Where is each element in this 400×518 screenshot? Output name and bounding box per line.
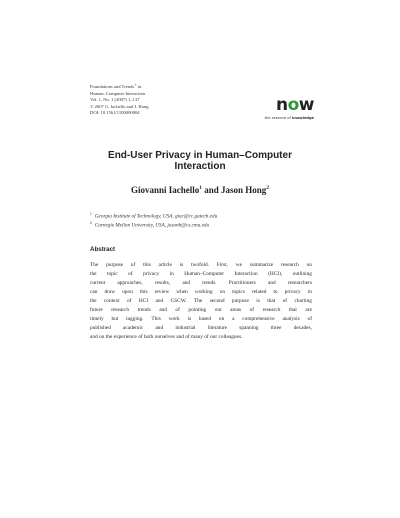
abstract-word: topic xyxy=(107,271,118,278)
abstract-word: in xyxy=(307,289,312,296)
abstract-line xyxy=(90,324,312,333)
journal-subject-line: Human–Computer Interaction xyxy=(90,90,146,96)
journal-metadata xyxy=(90,82,240,117)
abstract-word: literature xyxy=(207,325,228,332)
abstract-word: we xyxy=(235,262,242,268)
abstract-word: of xyxy=(128,271,133,278)
abstract-word: are xyxy=(305,307,312,314)
abstract-line xyxy=(90,315,312,324)
abstract-word: of xyxy=(175,307,180,314)
abstract-body xyxy=(90,261,312,342)
abstract-word: timely xyxy=(90,316,104,323)
affiliation: $^2$ Carnegie Mellon University, USA, jasonh@cs.cmu.edu xyxy=(90,221,210,229)
abstract-word: HCI xyxy=(138,298,149,305)
abstract-word: The xyxy=(193,298,203,305)
abstract-word: this xyxy=(139,289,148,296)
abstract-word: review xyxy=(154,289,170,296)
abstract-word: decades, xyxy=(293,325,312,332)
abstract-word: lagging. xyxy=(126,316,144,323)
abstract-word: on xyxy=(218,316,225,323)
title-line-1: End-User Privacy in Human–Computer xyxy=(108,150,292,161)
abstract-word: research xyxy=(111,307,130,314)
abstract-word: but xyxy=(111,316,119,323)
abstract-word: working xyxy=(194,289,213,296)
abstract-word: spanning xyxy=(239,325,259,332)
abstract-word: purpose xyxy=(231,298,249,305)
abstract-word: is xyxy=(187,316,192,323)
abstract-word: on xyxy=(219,289,226,296)
abstract-word: topics xyxy=(232,289,245,296)
abstract-word: three xyxy=(270,325,282,332)
journal-name-line: Foundations and Trends® in xyxy=(90,83,142,89)
abstract-word: that xyxy=(267,298,276,305)
abstract-word: summarize xyxy=(249,262,274,268)
abstract-word: upon xyxy=(122,289,133,296)
abstract-word: current xyxy=(90,280,106,287)
abstract-word: the xyxy=(90,271,97,278)
affiliation: $^1$ Georgia Institute of Technology, USA, giac@cc.gatech.edu xyxy=(90,212,218,220)
abstract-word: results, xyxy=(154,280,171,287)
abstract-word: and xyxy=(182,280,191,287)
logo-wordmark: now xyxy=(275,95,314,115)
abstract-word: this xyxy=(143,262,151,268)
author-list: Giovanni Iachello$^1$ and Jason Hong$^2$ xyxy=(130,185,270,195)
abstract-word: researchers xyxy=(287,280,312,287)
abstract-line xyxy=(90,297,312,306)
abstract-word: article xyxy=(158,262,172,268)
abstract-word: research xyxy=(280,262,299,268)
abstract-word: pointing xyxy=(188,307,207,314)
abstract-word: published xyxy=(90,325,111,332)
abstract-word: work xyxy=(168,316,180,323)
abstract-word: and xyxy=(267,280,276,287)
abstract-word: context xyxy=(103,298,120,305)
abstract-word: second xyxy=(209,298,225,305)
abstract-word: twofold. xyxy=(191,262,210,268)
abstract-word: to xyxy=(273,289,278,296)
registered-mark: ® xyxy=(134,83,137,87)
abstract-word: comprehensive xyxy=(242,316,275,323)
abstract-word: research xyxy=(262,307,281,314)
abstract-word: and xyxy=(155,298,164,305)
abstract-word: out xyxy=(214,307,222,314)
abstract-word: can xyxy=(90,289,98,296)
abstract-word: CSCW. xyxy=(170,298,187,305)
abstract-word: privacy xyxy=(143,271,160,278)
abstract-word: This xyxy=(151,316,161,323)
abstract-word: Interaction xyxy=(234,271,258,278)
abstract-word: trends. xyxy=(202,280,217,287)
abstract-line xyxy=(90,261,312,270)
abstract-word: charting xyxy=(294,298,312,305)
affiliation-marker: 1 xyxy=(199,185,202,191)
abstract-line xyxy=(90,270,312,279)
now-publishers-logo xyxy=(258,95,314,120)
abstract-word: of xyxy=(127,298,132,305)
abstract-word: on xyxy=(306,262,312,268)
abstract-word: The xyxy=(90,262,99,268)
abstract-word: of xyxy=(282,298,288,305)
abstract-line xyxy=(90,306,312,315)
abstract-word: based xyxy=(198,316,212,323)
abstract-word: is xyxy=(179,262,184,268)
copyright-line: © 2007 G. Iachello and J. Hong xyxy=(90,103,149,109)
abstract-word: that xyxy=(288,307,297,314)
author-name: Giovanni Iachello xyxy=(130,185,200,195)
abstract-line: and on the experience of both ourselves and of many of our colleagues. xyxy=(90,334,243,341)
author-name: Jason Hong xyxy=(221,185,267,195)
doi-line: DOI: 10.1561/1100000004 xyxy=(90,110,140,116)
abstract-word: industrial xyxy=(175,325,196,332)
article-title xyxy=(60,150,340,172)
abstract-word: and xyxy=(159,307,167,314)
title-line-2: Interaction xyxy=(174,161,226,172)
abstract-word: analysis xyxy=(282,316,300,323)
abstract-line xyxy=(90,288,312,297)
abstract-word: future xyxy=(90,307,103,314)
abstract-word: of xyxy=(307,316,312,323)
abstract-word: outlining xyxy=(292,271,312,278)
abstract-word: of xyxy=(130,262,136,268)
abstract-word: areas xyxy=(230,307,242,314)
abstract-word: approaches, xyxy=(117,280,143,287)
abstract-word: a xyxy=(232,316,235,323)
abstract-word: First, xyxy=(216,262,228,268)
abstract-word: academic xyxy=(123,325,144,332)
abstract-word: in xyxy=(169,271,174,278)
abstract-word: when xyxy=(176,289,188,296)
abstract-word: and xyxy=(155,325,164,332)
abstract-line xyxy=(90,279,312,288)
logo-tagline: the essence of knowledge xyxy=(264,116,314,120)
abstract-word: of xyxy=(249,307,255,314)
affiliation-marker: 2 xyxy=(266,185,270,191)
abstract-heading: Abstract xyxy=(90,246,116,253)
abstract-word: (HCI), xyxy=(268,271,283,278)
journal-volume-line: Vol. 1, No. 1 (2007) 1–137 xyxy=(90,97,140,103)
abstract-word: purpose xyxy=(106,262,124,268)
abstract-word: the xyxy=(90,298,97,305)
abstract-word: is xyxy=(256,298,260,305)
abstract-word: related xyxy=(251,289,267,296)
abstract-word: privacy xyxy=(284,289,301,296)
abstract-word: Practitioners xyxy=(228,280,256,287)
abstract-word: draw xyxy=(104,289,116,296)
abstract-word: trends xyxy=(137,307,151,314)
abstract-word: Human–Computer xyxy=(184,271,224,278)
